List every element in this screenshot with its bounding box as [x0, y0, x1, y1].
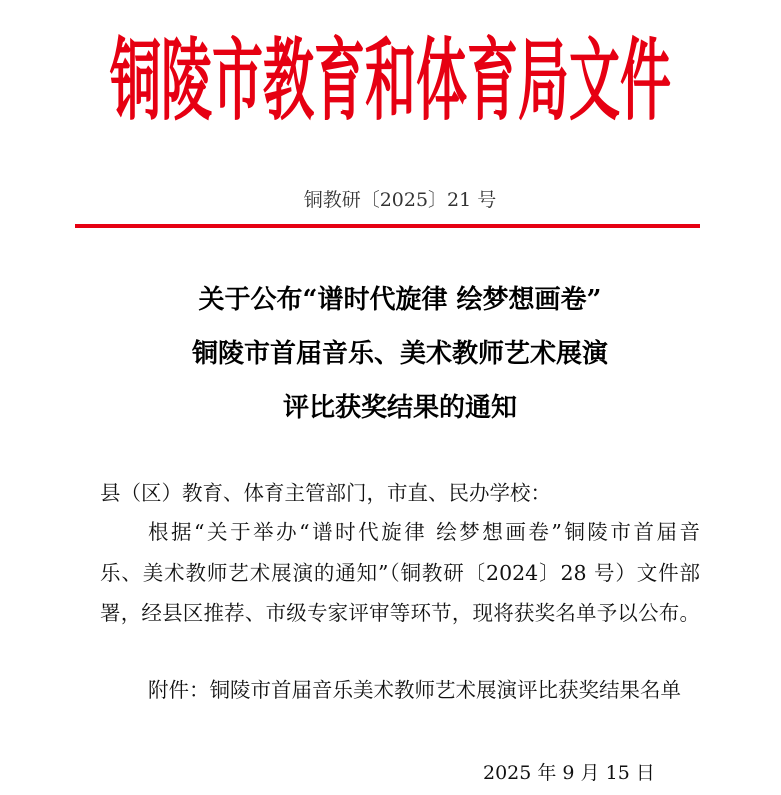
- notice-title-line-3: 评比获奖结果的通知: [282, 393, 517, 423]
- paragraph-line-3: 署，经县区推荐、市级专家评审等环节，现将获奖名单予以公布。: [100, 601, 700, 625]
- notice-title-line-2: 铜陵市首届音乐、美术教师艺术展演: [191, 339, 608, 369]
- attachment-line: 附件：铜陵市首届音乐美术教师艺术展演评比获奖结果名单: [148, 678, 681, 702]
- document-number: 铜教研〔2025〕21 号: [303, 189, 497, 211]
- paragraph-line-2: 乐、美术教师艺术展演的通知”（铜教研〔2024〕28 号）文件部: [100, 561, 700, 585]
- issuing-authority-header: 铜陵市教育和体育局文件: [109, 29, 671, 135]
- red-divider-line: [75, 224, 700, 228]
- issue-date: 2025 年 9 月 15 日: [483, 762, 655, 784]
- paragraph-line-1: 根据“关于举办“谱时代旋律 绘梦想画卷”铜陵市首届音: [148, 520, 700, 544]
- salutation: 县（区）教育、体育主管部门，市直、民办学校：: [100, 481, 551, 505]
- notice-title-line-1: 关于公布“谱时代旋律 绘梦想画卷”: [198, 285, 602, 315]
